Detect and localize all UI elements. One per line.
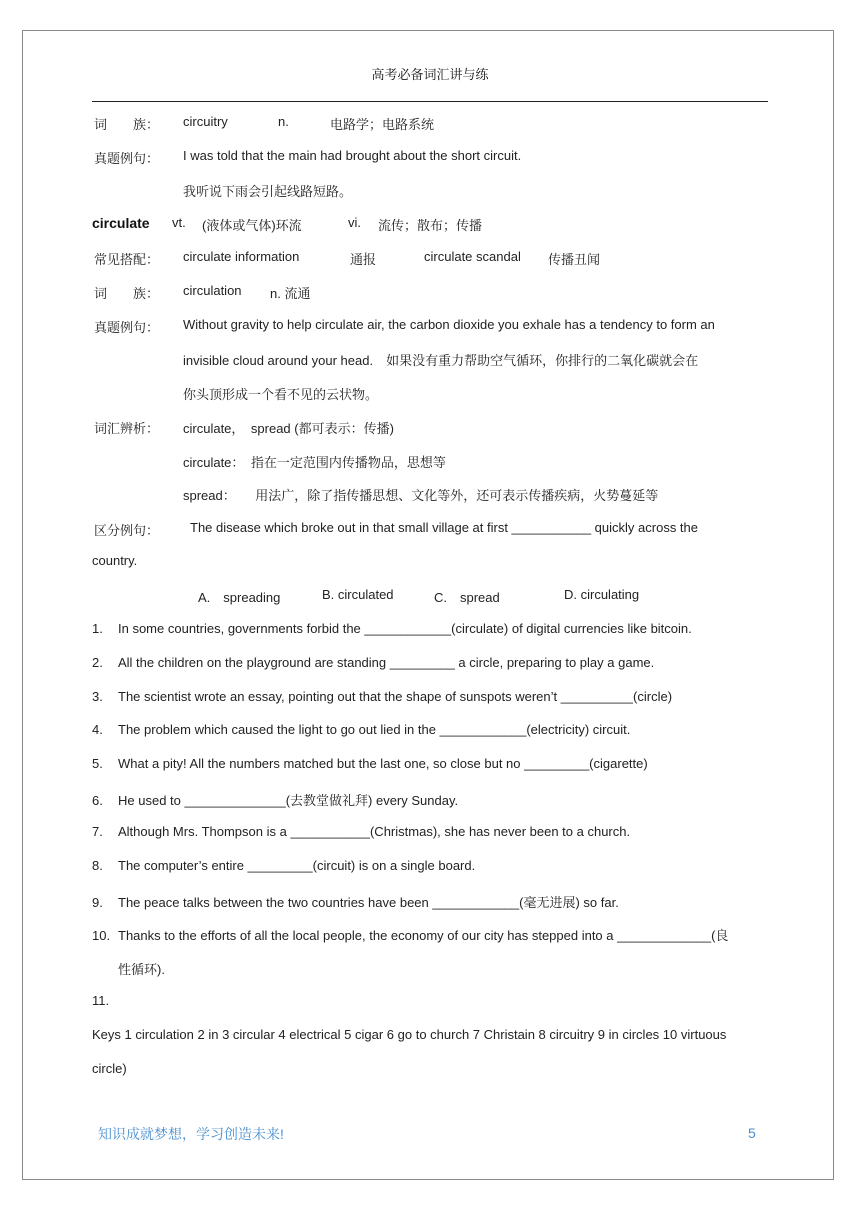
- exercise-number: 2.: [92, 655, 103, 670]
- circulate-meaning-vi: 流传；散布；传播: [378, 218, 483, 233]
- option-c: C. spread: [434, 590, 500, 605]
- option-b: B. circulated: [322, 587, 394, 602]
- circuitry-example-cn: 我听说下雨会引起线路短路。: [183, 184, 353, 199]
- exercise-continuation: 性循环).: [118, 962, 165, 977]
- exercise-text: The computer’s entire _________(circuit) is on a single board.: [118, 858, 476, 873]
- analysis-label: 词汇辨析：: [94, 421, 160, 436]
- exercise-text: In some countries, governments forbid the ____________(circulate) of digital currencies like bitcoin.: [118, 621, 692, 636]
- exercise-number: 3.: [92, 689, 103, 704]
- page-header-title: 高考必备词汇讲与练: [371, 67, 489, 82]
- distinguish-line-2: country.: [92, 553, 138, 568]
- collocation-2-en: circulate scandal: [424, 249, 521, 264]
- exercise-text: The problem which caused the light to go out lied in the ____________(electricity) circuit.: [118, 722, 631, 737]
- collocation-label: 常见搭配：: [94, 252, 160, 267]
- circulate-example-line-2: invisible cloud around your head. 如果没有重力帮助空气循环，你排行的二氧化碳就会在: [183, 353, 699, 368]
- circulate-family-pos-meaning: n. 流通: [270, 286, 311, 301]
- exercise-text: What a pity! All the numbers matched but the last one, so close but no _________(cigarette): [118, 756, 648, 771]
- exercise-number: 1.: [92, 621, 103, 636]
- circuitry-family-word: circuitry: [183, 114, 228, 129]
- exercise-item: [92, 621, 692, 636]
- distinguish-label: 区分例句：: [94, 523, 160, 538]
- exercise-number: 7.: [92, 824, 103, 839]
- analysis-spread: spread： 用法广，除了指传播思想、文化等外，还可表示传播疾病，火势蔓延等: [183, 488, 659, 503]
- page-border: [22, 30, 834, 1180]
- circulate-example-line-1: Without gravity to help circulate air, the carbon dioxide you exhale has a tendency to form an: [183, 317, 715, 332]
- exercise-item: [92, 824, 630, 839]
- exercise-item: [92, 722, 630, 737]
- analysis-head: circulate， spread (都可表示：传播): [183, 421, 394, 436]
- exercise-item: [92, 756, 648, 771]
- collocation-2-cn: 传播丑闻: [548, 252, 601, 267]
- circuitry-example-label: 真题例句：: [94, 151, 160, 166]
- headword-circulate: circulate: [92, 215, 150, 231]
- circulate-family-label: 词 族：: [94, 286, 160, 301]
- circulate-family-word: circulation: [183, 283, 242, 298]
- circuitry-family-pos: n.: [278, 114, 289, 129]
- exercise-text: All the children on the playground are standing _________ a circle, preparing to play a game.: [118, 655, 655, 670]
- answer-keys-line-2: circle): [92, 1061, 127, 1076]
- circulate-example-label: 真题例句：: [94, 320, 160, 335]
- exercise-text: The scientist wrote an essay, pointing out that the shape of sunspots weren’t __________(circle): [118, 689, 673, 704]
- exercise-number: 6.: [92, 793, 103, 808]
- exercise-text: The peace talks between the two countries have been ____________(毫无进展) so far.: [118, 895, 619, 910]
- exercise-item: [92, 655, 654, 670]
- option-a: A. spreading: [198, 590, 281, 605]
- collocation-1-en: circulate information: [183, 249, 300, 264]
- answer-keys-line-1: Keys 1 circulation 2 in 3 circular 4 electrical 5 cigar 6 go to church 7 Christain 8 circuitry 9 in circles 10 virtuous: [92, 1027, 727, 1042]
- exercise-item: [92, 689, 672, 704]
- circulate-example-line-3: 你头顶形成一个看不见的云状物。: [183, 387, 379, 402]
- exercise-item: [92, 993, 118, 1008]
- circulate-meaning-vt: (液体或气体)环流: [202, 218, 302, 233]
- exercise-item: [92, 892, 619, 911]
- footer-motto: 知识成就梦想，学习创造未来!: [98, 1126, 284, 1142]
- circuitry-example-en: I was told that the main had brought about the short circuit.: [183, 148, 522, 163]
- circulate-pos-vt: vt.: [172, 215, 186, 230]
- header-divider: [92, 101, 768, 102]
- exercise-number: 5.: [92, 756, 103, 771]
- exercise-number: 9.: [92, 895, 103, 910]
- exercise-number: 4.: [92, 722, 103, 737]
- option-d: D. circulating: [564, 587, 640, 602]
- exercise-item: [92, 925, 728, 944]
- circulate-pos-vi: vi.: [348, 215, 361, 230]
- distinguish-line-1: The disease which broke out in that small village at first ___________ quickly across the: [190, 520, 699, 535]
- exercise-number: 11.: [92, 993, 110, 1008]
- exercise-item: [92, 858, 475, 873]
- exercise-text: Thanks to the efforts of all the local people, the economy of our city has stepped into a _____________(良: [118, 928, 729, 943]
- page-number: 5: [748, 1125, 756, 1141]
- exercise-number: 10.: [92, 928, 111, 943]
- exercise-item: [92, 790, 458, 809]
- exercise-text: He used to ______________(去教堂做礼拜) every Sunday.: [118, 793, 459, 808]
- circuitry-family-meaning: 电路学；电路系统: [330, 117, 435, 132]
- exercise-text: Although Mrs. Thompson is a ___________(Christmas), she has never been to a church.: [118, 824, 631, 839]
- exercise-number: 8.: [92, 858, 103, 873]
- collocation-1-cn: 通报: [350, 252, 377, 267]
- circuitry-family-label: 词 族：: [94, 117, 160, 132]
- analysis-circulate: circulate： 指在一定范围内传播物品，思想等: [183, 455, 446, 470]
